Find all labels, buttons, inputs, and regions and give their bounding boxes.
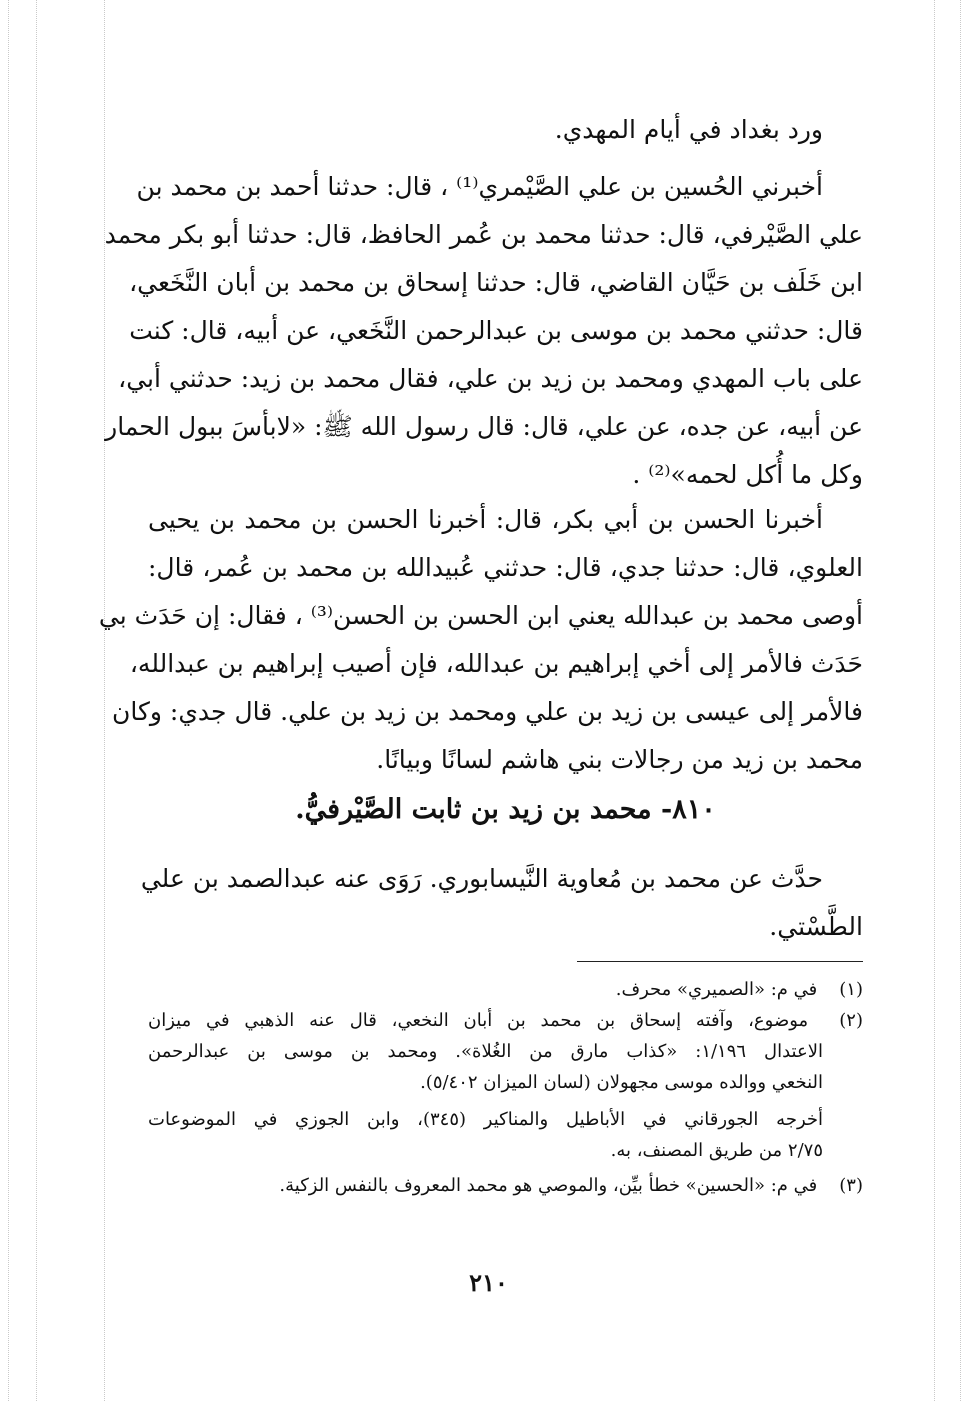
- paragraph-line: حَدَث فالأمر إلى أخي إبراهيم بن عبدالله، فإن أصيب إبراهيم بن عبدالله،: [129, 649, 863, 678]
- footnote-text: أخرجه الجورقاني في الأباطيل والمناكير (٣٤٥)، وابن الجوزي في الموضوعات: [148, 1109, 824, 1130]
- paragraph-line: العلوي، قال: حدثنا جدي، قال: حدثني عُبيدالله بن محمد بن عُمر، قال:: [148, 553, 863, 582]
- footnote-text: في م: «الحسين» خطأ بيِّن، والموصي هو محمد المعروف بالنفس الزكية.: [279, 1175, 818, 1196]
- footnote-separator: [577, 961, 863, 962]
- footnote-text: في م: «الصميري» محرف.: [615, 979, 818, 1000]
- footnote-3: [148, 1170, 863, 1201]
- paragraph-line: وكل ما أُكل لحمه»⁽²⁾ .: [632, 460, 863, 489]
- paragraph-line: علي الصَّيْرفي، قال: حدثنا محمد بن عُمر الحافظ، قال: حدثنا أبو بكر محمد: [104, 220, 863, 249]
- footnote-text: الاعتدال ١/١٩٦: «كذاب مارق من الغُلاة». ومحمد بن موسى بن عبدالرحمن: [148, 1041, 823, 1062]
- footnote-number: (٢): [839, 1010, 863, 1031]
- paragraph-line: محمد بن زيد من رجالات بني هاشم لسانًا وبيانًا.: [376, 745, 863, 774]
- page-number: ٢١٠: [469, 1268, 508, 1297]
- paragraph-line: عن أبيه، عن جده، عن علي، قال: قال رسول الله ﷺ: «لابأسَ ببول الحمار: [105, 412, 863, 441]
- scan-edge-line: [36, 0, 37, 1401]
- footnotes: [148, 974, 863, 1201]
- footnote-number: (٣): [839, 1175, 863, 1196]
- scan-edge-line: [960, 0, 961, 1401]
- paragraph-line: على باب المهدي ومحمد بن زيد بن علي، فقال محمد بن زيد: حدثني أبي،: [118, 364, 863, 393]
- paragraph-line: أخبرني الحُسين بن علي الصَّيْمري⁽¹⁾ ، قال: حدثنا أحمد بن محمد بن: [136, 172, 823, 201]
- entry-heading: ٨١٠- محمد بن زيد بن ثابت الصَّيْرفيُّ.: [295, 794, 716, 825]
- footnote-number: (١): [839, 979, 863, 1000]
- paragraph-line: حدَّث عن محمد بن مُعاوية النَّيسابوري. رَوَى عنه عبدالصمد بن علي: [140, 864, 823, 893]
- paragraph-1: [104, 163, 863, 499]
- intro-line: ورد بغداد في أيام المهدي.: [554, 115, 823, 144]
- scan-edge-line: [8, 0, 9, 1401]
- footnote-2: [148, 1005, 863, 1036]
- paragraph-3: [140, 855, 863, 951]
- footnote-text: النخعي ووالده موسى مجهولان (لسان الميزان ٥/٤٠٢).: [420, 1072, 823, 1093]
- paragraph-line: ابن خَلَف بن حَيَّان القاضي، قال: حدثنا إسحاق بن محمد بن أبان النَّخَعي،: [129, 268, 863, 297]
- paragraph-2: [98, 496, 863, 784]
- footnote-1: [148, 974, 863, 1005]
- paragraph-line: أخبرنا الحسن بن أبي بكر، قال: أخبرنا الحسن بن محمد بن يحيى: [148, 505, 823, 534]
- footnote-text: ٢/٧٥ من طريق المصنف، به.: [610, 1140, 823, 1161]
- paragraph-line: قال: حدثني محمد بن موسى بن عبدالرحمن النَّخَعي، عن أبيه، قال: كنت: [129, 316, 863, 345]
- footnote-text: موضوع، وآفته إسحاق بن محمد بن أبان النخعي، قال عنه الذهبي في ميزان: [148, 1010, 809, 1031]
- intro-block: [148, 106, 863, 154]
- scan-edge-line: [934, 0, 935, 1401]
- paragraph-line: الطَّسْتي.: [769, 912, 863, 941]
- paragraph-line: أوصى محمد بن عبدالله يعني ابن الحسن بن الحسن⁽³⁾ ، فقال: إن حَدَث بي: [98, 601, 863, 630]
- paragraph-line: فالأمر إلى عيسى بن زيد بن علي ومحمد بن زيد بن علي. قال جدي: وكان: [112, 697, 863, 726]
